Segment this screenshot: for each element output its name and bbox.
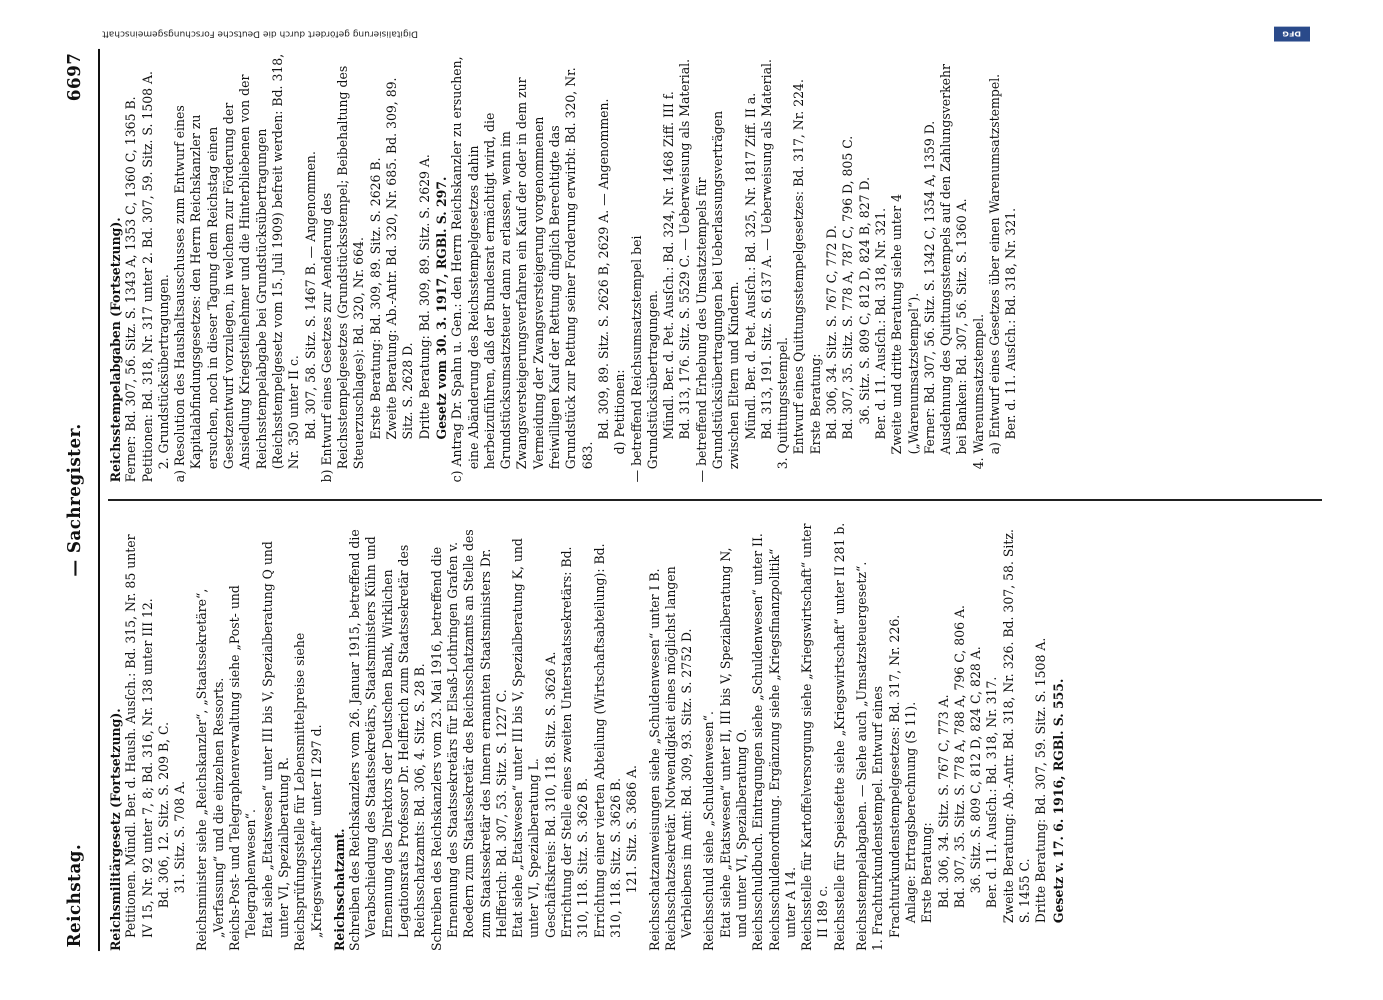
entry-heading: Reichsstempelabgaben (Fortsetzung). xyxy=(107,217,124,483)
entry-line: — betreffend Reichsumsatzstempel bei Grundstücksübertragungen. xyxy=(629,235,661,483)
entry-line: Mündl. Ber. d. Pet. Ausſch.: Bd. 325, Nr. 1817 Ziff. II a. xyxy=(743,92,759,440)
entry-line: 4. Warenumsatzstempel. xyxy=(971,313,987,470)
entry-line: Etat siehe „Etatswesen“ unter II, III bis V, Spezialberatung N, und unter VI, Spezialberatung O. xyxy=(718,547,750,939)
header-left: Reichstag. xyxy=(63,843,85,948)
entry-line: Erste Beratung: Bd. 309, 89. Sitz. S. 2626 B. xyxy=(368,157,384,440)
entry-line: 2. Grundstücksübertragungen. xyxy=(156,274,172,470)
entry-heading: Reichsmilitärgesetz (Fortsetzung). xyxy=(107,708,124,952)
left-column xyxy=(108,521,1067,951)
entry-line: Errichtung einer vierten Abteilung (Wirtschaftsabteilung): Bd. 310, 118. Sitz. S. 3626 B. xyxy=(592,543,624,939)
entry-line: 36. Sitz. S. 809 C, 812 D, 824 B, 827 D. xyxy=(857,176,873,425)
entry-heading: Reichsschatzamt. xyxy=(331,828,348,952)
entry-heading: Reichsstempelabgaben. — Siehe auch „Umsatzsteuergesetz“. xyxy=(854,561,870,952)
entry-line: Bd. 306, 12. Sitz. S. 209 B, C. xyxy=(156,721,172,909)
entry-line: c) Antrag Dr. Spahn u. Gen.: den Herrn Reichskanzler zu ersuchen, eine Abänderung des Reichsstempelgesetzes dahin herbeizuführen, daß der Bundesrat ermächtigt wird, die Grundstücksumsatzsteuer dann zu erlassen, wenn im Zwangsversteigerungsverfahren ein Kauf der oder in dem zur Vermeidung der Zwangsversteigerung vorgenommenen freiwilligen Kauf der Rettung dinglich Berechtigte das Grundstück zur Rettung seiner Forderung erwirbt: Bd. 320, Nr. 683. xyxy=(449,56,596,483)
entry-line: — betreffend Erhebung des Umsatzstempels für Grundstücksübertragungen bei Ueberlassungsverträgen zwischen Eltern und Kindern. xyxy=(694,110,742,483)
entry-line: Mündl. Ber. d. Pet. Ausſch.: Bd. 324, Nr. 1468 Ziff. III f. xyxy=(661,91,677,440)
entry-line: Gesetz v. 17. 6. 1916, RGBl. S. 555. xyxy=(1050,678,1067,924)
entry-heading: Reichsprüfungsstelle für Lebensmittelpreise siehe „Kriegswirtschaft“ unter II 297 d. xyxy=(292,632,325,952)
dfg-credit: Digitalisierung gefördert durch die Deutsche Forschungsgemeinschaft xyxy=(101,28,418,38)
entry-line: Bd. 307, 58. Sitz. S. 1467 B. — Angenommen. xyxy=(303,151,319,440)
entry-line: Zweite Beratung: Ab.-Antr. Bd. 320, Nr. 685. Bd. 309, 89. Sitz. S. 2628 D. xyxy=(384,77,416,440)
entry-line: 36. Sitz. S. 809 C, 812 D, 824 C, 828 A. xyxy=(968,646,984,894)
entry-line: Petitionen: Bd. 318, Nr. 317 unter 2. Bd. 307, 59. Sitz. S. 1508 A. xyxy=(140,70,156,483)
entry-line: Schreiben des Reichskanzlers vom 26. Januar 1915, betreffend die Verabschiedung des Staatssekretärs, Staatsministers Kühn und Ernennung des Direktors der Deutschen Bank, Wirklichen Legationsrats Professor Dr. Helfferich zum Staatssekretär des Reichsschatzamts: Bd. 306, 4. Sitz. S. 28 B. xyxy=(347,529,428,952)
entry-line: d) Petitionen: xyxy=(612,369,628,455)
entry-line: Entwurf eines Quittungsstempelgesetzes: Bd. 317, Nr. 224. xyxy=(791,79,807,455)
entry-heading: Reichsschuldenordnung. Ergänzung siehe „Kriegsfinanzpolitik“ unter A 14. xyxy=(767,548,799,952)
page-header xyxy=(42,49,102,951)
entry-line: Bd. 313, 176. Sitz. S. 5529 C. — Ueberweisung als Material. xyxy=(677,58,693,440)
entry-line: Erste Beratung: xyxy=(919,822,935,924)
entry-heading: Reichsschuldbuch. Eintragungen siehe „Schuldenwesen“ unter II. xyxy=(750,533,766,952)
entry-line: Gesetz vom 30. 3. 1917, RGBl. S. 297. xyxy=(433,176,450,440)
entry-line: 31. Sitz. S. 708 A. xyxy=(172,780,188,894)
page-number: 6697 xyxy=(63,52,85,102)
entry-line: Ber. d. 11. Ausſch.: Bd. 318, Nr. 321. xyxy=(1003,207,1019,440)
entry-heading: Reichsstelle für Kartoffelversorgung siehe „Kriegswirtschaft“ unter II 189 c. xyxy=(799,523,831,952)
entry-line: Dritte Beratung: Bd. 309, 89. Sitz. S. 2629 A. xyxy=(417,154,433,440)
entry-line: Etat siehe „Etatswesen“ unter III bis V, Spezialberatung Q und unter VI, Spezialberatung R. xyxy=(260,541,292,939)
entry-line: Bd. 307, 35. Sitz. S. 778 A, 788 A, 796 C, 806 A. xyxy=(952,605,968,909)
entry-line: Dritte Beratung: Bd. 307, 59. Sitz. S. 1508 A. xyxy=(1033,637,1049,924)
entry-line: Anlage: Ertragsberechnung (S 11). xyxy=(903,701,919,924)
entry-line: 121. Sitz. S. 3686 A. xyxy=(624,765,640,894)
entry-line: Ber. d. 11. Ausſch.: Bd. 318, Nr. 317. xyxy=(984,676,1000,909)
entry-line: Ferner: Bd. 307, 56. Sitz. S. 1343 A, 1353 C, 1360 C, 1365 B. xyxy=(123,96,139,483)
entry-heading: Reichsstelle für Speisefette siehe „Kriegswirtschaft“ unter II 281 b. xyxy=(832,522,848,952)
column-divider xyxy=(108,499,1322,501)
entry-line: Geschäftskreis: Bd. 310, 118. Sitz. S. 3626 A. xyxy=(543,651,559,939)
entry-line: Schreiben des Reichskanzlers vom 23. Mai 1916, betreffend die Ernennung des Staatssekretärs für Elsaß-Lothringen Grafen v. Roedern zum Staatssekretär des Reichsschatzamts an Stelle des zum Staatssekretär des Innern ernannten Staatsministers Dr. Helfferich: Bd. 307, 53. Sitz. S. 1227 C. xyxy=(429,529,510,952)
entry-line: Errichtung der Stelle eines zweiten Unterstaatssekretärs: Bd. 310, 118. Sitz. S. 3626 B. xyxy=(559,546,591,939)
register-page xyxy=(42,28,1342,952)
entry-heading: Reichs-Post- und Telegraphenverwaltung siehe „Post- und Telegraphenwesen“. xyxy=(227,585,259,952)
entry-line: 1. Frachturkundenstempel. Entwurf eines Frachturkundenstempelgesetzes: Bd. 317, Nr. 226. xyxy=(870,614,903,952)
entry-line: Ferner: Bd. 307, 56. Sitz. S. 1342 C, 1354 A, 1359 D. xyxy=(922,120,938,455)
entry-line: Petitionen. Mündl. Ber. d. Haush. Ausſch.: Bd. 315, Nr. 85 unter IV 15, Nr. 92 unter 7, 8; Bd. 316, Nr. 138 unter III 12. xyxy=(123,534,156,939)
entry-line: Ausdehnung des Quittungsstempels auf den Zahlungsverkehr bei Banken: Bd. 307, 56. Sitz. S. 1360 A. xyxy=(938,64,970,455)
header-center: — Sachregister. xyxy=(63,423,85,577)
entry-line: Bd. 306, 34. Sitz. S. 767 C, 772 D. xyxy=(824,225,840,440)
entry-heading: Reichsschatzanweisungen siehe „Schuldenwesen“ unter I B. xyxy=(647,568,662,952)
entry-line: Ber. d. 11. Ausſch.: Bd. 318, Nr. 321. xyxy=(873,207,889,440)
entry-line: a) Resolution des Haushaltsausschusses zum Entwurf eines Kapitalabfindungsgesetzes: den Herrn Reichskanzler zu ersuchen, noch in dieser Tagung dem Reichstag einen Gesetzentwurf vorzulegen, in welchem zur Förderung der Ansiedlung Kriegsteilnehmer und die Hinterbliebenen von der Reichsstempelabgabe bei Grundstücksübertragungen (Reichsstempelgesetz vom 15. Juli 1909) befreit werden: Bd. 318, Nr. 350 unter II c. xyxy=(172,53,302,483)
entry-line: Bd. 309, 89. Sitz. S. 2626 B, 2629 A. — Angenommen. xyxy=(596,98,612,440)
entry-line: a) Entwurf eines Gesetzes über einen Warenumsatzstempel. xyxy=(987,73,1003,455)
entry-line: Bd. 306, 34. Sitz. S. 767 C, 773 A. xyxy=(936,694,952,909)
entry-line: Zweite und dritte Beratung siehe unter 4 („Warenumsatzstempel“). xyxy=(889,193,922,455)
entry-line: 3. Quittungsstempel. xyxy=(775,336,791,470)
dfg-logo: DFG xyxy=(1274,27,1310,42)
entry-line: b) Entwurf eines Gesetzes zur Aenderung des Reichsstempelgesetzes (Grundstücksstempel; Beibehaltung des Steuerzuschlages): Bd. 320, Nr. 664. xyxy=(319,65,367,483)
digitization-note xyxy=(102,28,1342,41)
entry-line: Etat siehe „Etatswesen“ unter III bis V, Spezialberatung K, und unter VI, Spezialberatung L. xyxy=(510,538,542,939)
entry-line: Erste Beratung: xyxy=(808,353,824,455)
entry-line: Bd. 307, 35. Sitz. S. 778 A, 787 C, 796 D, 805 C. xyxy=(840,135,856,440)
right-column xyxy=(108,53,1021,483)
entry-heading: Reichsminister siehe „Reichskanzler“, „Staatssekretäre“, „Verfassung“ und die einzelnen Ressorts. xyxy=(194,588,227,952)
entry-heading: Reichsschatzsekretär. Notwendigkeit eines möglichst langen Verbleibens im Amt: Bd. 309, 93. Sitz. S. 2752 D. xyxy=(663,566,695,952)
entry-line: Bd. 313, 191. Sitz. S. 6137 A. — Ueberweisung als Material. xyxy=(759,59,775,440)
header-rule xyxy=(98,49,100,951)
entry-line: Zweite Beratung: Ab.-Antr. Bd. 318, Nr. 326. Bd. 307, 58. Sitz. S. 1455 C. xyxy=(1001,529,1033,924)
entry-heading: Reichsschuld siehe „Schuldenwesen“. xyxy=(701,711,717,952)
